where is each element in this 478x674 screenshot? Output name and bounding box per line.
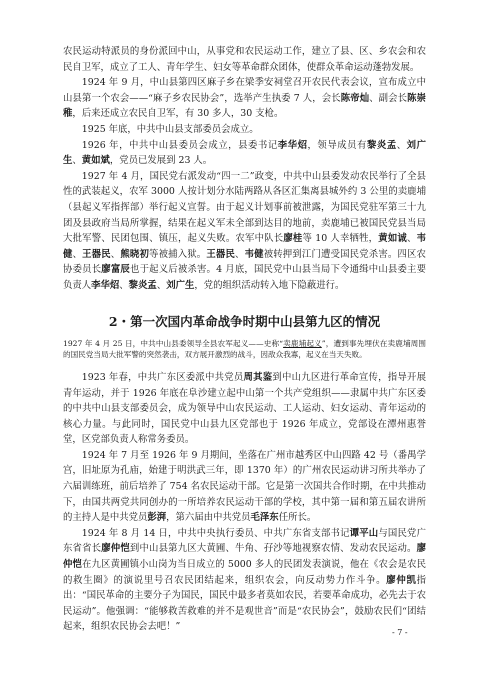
section-heading: 2・第一次国内革命战争时期中山县第九区的情况 [108, 313, 381, 329]
text-run: 1924 年 7 月至 1926 年 9 月期间，坐落在广州市越秀区中山四路 42 号（番禺学宫，旧址原为孔庙，始建于明洪武三年，即 1370 年）的广州农民运动讲习所共举办了六届训练班，前后培养了 754 名农民运动干部。它是第一次国共合作时期，在中共推动下，由国共两党共同创办的一所培养农民运动干部的学校，其中第一届和第五届农讲所的主持人是中共党员 [63, 449, 426, 524]
text-run: 、 [396, 139, 407, 151]
text-run: 、 [119, 279, 129, 291]
text-block-intro [63, 44, 426, 294]
text-run: 、副会长 [369, 92, 408, 104]
page-number: - 7 - [392, 628, 408, 637]
text-run: 到中山九区进行革命宣传，指导开展青年运动，并于 1926 年底在阜沙建立起中山第一个共产党组织——隶属中共广东区委的中共中山县支部委员会，成为领导中山农民运动、工人运动、妇女运动、青年运动的核心力量。与此同时，国民党中山县九区党部也于 1926 年成立，党部设在潭州惠誉堂，区党部负责人称常务委员。 [63, 371, 426, 446]
paragraph [63, 44, 426, 75]
paragraph [63, 526, 426, 635]
text-run: ，第六届由中共党员 [166, 512, 251, 524]
text-run: 与国民党广东省省长 [63, 527, 426, 555]
text-run: 农民运动特派员的身份派回中山，从事党和农民运动工作，建立了县、区、乡农会和农民自卫军，成立了工人、青年学生、妇女等革命群众团体，使群众革命运动蓬勃发展。 [63, 46, 426, 73]
text-run: 、 [235, 248, 245, 260]
text-run: 、 [72, 248, 83, 260]
person-name: 廖仲凯 [386, 574, 417, 586]
text-run: 指出：“国民革命的主要分子为国民，国民中最多者莫如农民，若要革命成功，必先去于农民运动”。他强调：“能够救苦救难的并不是观世音”而是“农民协会”，鼓励农民们“团结起来，组织农民协会去吧！” [63, 574, 426, 633]
person-name: 刘广生 [63, 139, 426, 167]
document-page [63, 44, 426, 635]
person-name: 韦健 [244, 248, 264, 260]
text-run: 被转押到江门遭受国民党杀害。四区农协委员长 [63, 248, 426, 276]
person-name: 黄如诚 [378, 233, 408, 245]
person-name: 黎炎孟 [128, 279, 157, 291]
paragraph [63, 169, 426, 294]
person-name: 刘广生 [166, 279, 195, 291]
text-run: 到中山县第九区大黄圃、牛角、孖沙等地视察农情、发动农民运动。 [129, 543, 417, 555]
text-run: 任所长。 [278, 512, 317, 524]
text-run: 等 10 人幸牺牲， [302, 233, 379, 245]
person-name: 韦健 [63, 233, 426, 260]
text-block-ninth-district [63, 370, 426, 635]
text-run: 1926 年，中共中山县委员会成立，县委书记 [81, 139, 278, 151]
person-name: 廖仲恺 [101, 543, 130, 555]
person-name: 廖仲恺 [63, 543, 426, 571]
text-run: 等被捕入狱。 [149, 248, 207, 260]
text-run: 在九区黄圃镇小山岗为当日成立的 5000 多人的民团发表演说，他在《农会是农民的救生圈》的演说里号召农民团结起来，组织农会，向反动势力作斗争。 [63, 559, 426, 586]
text-run: ，党的组织活动转入地下隐蔽进行。 [194, 279, 345, 291]
text-run: 、 [72, 155, 82, 167]
person-name: 李华炤 [277, 139, 308, 151]
text-run: 1924 年 9 月，中山县第四区麻子乡在梁季安祠堂召开农民代表会议，宣布成立中山县第一个农会——“麻子乡农民协会”，选举产生执委 7 人，会长 [63, 77, 426, 104]
person-name: 黎炎孟 [366, 139, 397, 151]
person-name: 廖桂 [283, 233, 303, 245]
text-run: 1924 年 8 月 14 日，中共中央执行委员、中共广东省支部书记 [81, 527, 350, 539]
paragraph [63, 122, 426, 138]
person-name: 王器民 [206, 248, 236, 260]
text-run: 1927 年 4 月 25 日，中共中山县委领导全县农军起义——史称“ [63, 338, 284, 348]
text-run: 1923 年春，中共广东区委派中共党员 [81, 371, 244, 383]
text-run: ”，遭到事先埋伏在卖鹿埔周围的国民党当局大批军警的突然袭击，双方展开激烈的战斗，因敌众我寡，起义在当天失败。 [63, 338, 426, 359]
person-name: 廖富辰 [101, 264, 130, 276]
text-run: ，领导成员有 [307, 139, 367, 151]
underlined-term: 卖鹿埔起义 [283, 338, 322, 348]
person-name: 黄如斌 [81, 155, 110, 167]
person-name: 谭平山 [349, 527, 379, 539]
person-name: 周其鉴 [243, 371, 273, 383]
paragraph [63, 75, 426, 122]
person-name: 陈崇稚 [63, 92, 426, 120]
text-run: 1927 年 4 月，国民党右派发动“四一二”政变，中共中山县委发动农民举行了全县性的武装起义，农军 3000 人按计划分水陆两路从各区汇集离县城外约 3 公里的卖鹿埔（县起义军指挥部）举行起义宣誓。由于起义计划事前被泄露，为国民党驻军第三十九团及县政府当局所掌握，结果在起义军未全部到达目的地前，卖鹿埔已被国民党县当局大批军警、民团包围、镇压，起义失败。农军中队长 [63, 170, 426, 245]
person-name: 王器民 [82, 248, 111, 260]
text-run: 、 [156, 279, 167, 291]
person-name: 李华炤 [91, 279, 120, 291]
text-run: 、 [110, 248, 121, 260]
section-abstract [63, 338, 426, 360]
text-run: 、 [407, 233, 417, 245]
text-run: ，后来还成立农民自卫军，有 30 多人，30 支枪。 [72, 108, 284, 120]
person-name: 彭湃 [147, 512, 167, 524]
text-run: 1925 年底，中共中山县支部委员会成立。 [81, 123, 259, 135]
text-run: 也于起义后被杀害。4 月底，国民党中山县当局下令通缉中山县委主要负责人 [63, 264, 426, 291]
paragraph [63, 138, 426, 169]
person-name: 陈帝灿 [340, 92, 370, 104]
person-name: 毛泽东 [250, 512, 279, 524]
person-name: 熊晓初 [120, 248, 150, 260]
paragraph [63, 370, 426, 448]
paragraph [63, 448, 426, 526]
text-run: ，党员已发展到 23 人。 [109, 155, 213, 167]
